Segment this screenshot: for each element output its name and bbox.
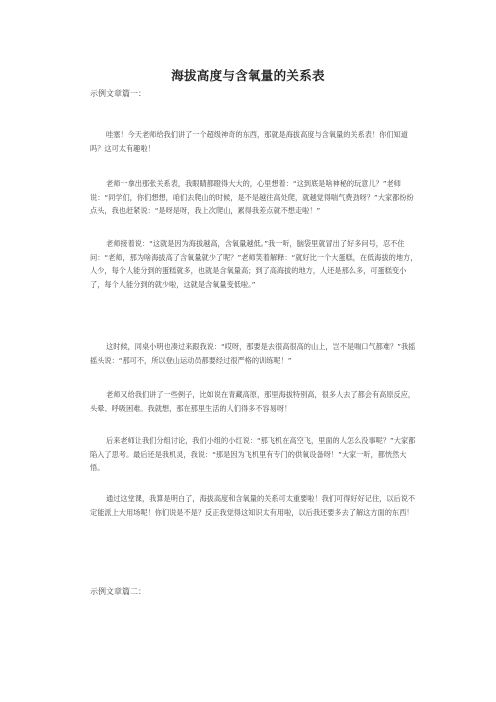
paragraph-5: 老师又给我们讲了一些例子，比如说在青藏高原，那里海拔特别高，很多人去了都会有高原反应，头晕、呼吸困难。我就想，那在那里生活的人们得多不容易呀！	[90, 390, 416, 413]
document-title: 海拔高度与含氧量的关系表	[171, 68, 325, 83]
paragraph-3: 老师接着说：“这就是因为海拔越高，含氧量越低。”我一听，脑袋里就冒出了好多问号，忍不住问：“老师，那为啥海拔高了含氧量就少了呢？”老师笑着解释：“就好比一个大蛋糕，在低海拔的地方，人少，每个人能分到的蛋糕就多，也就是含氧量高；到了高海拔的地方，人还是那么多，可蛋糕变小了，每个人能分到的就少啦，这就是含氧量变低啦。”	[90, 239, 418, 289]
paragraph-7: 通过这堂课，我算是明白了，海拔高度和含氧量的关系可太重要啦！我们可得好好记住，以后说不定能派上大用场呢！你们说是不是？反正我觉得这知识太有用啦，以后我还要多去了解这方面的东西！	[90, 494, 416, 517]
paragraph-1: 哇塞！今天老师给我们讲了一个超级神奇的东西，那就是海拔高度与含氧量的关系表！你们知道吗？这可太有趣啦！	[90, 130, 408, 153]
paragraph-6: 后来老师让我们分组讨论，我们小组的小红说：“那飞机在高空飞，里面的人怎么没事呢？”大家都陷入了思考。最后还是我机灵，我说：“那是因为飞机里有专门的供氧设备呀！”大家一听，都恍然大悟。	[90, 436, 416, 473]
section-heading-1: 示例文章篇一：	[90, 89, 146, 98]
paragraph-4: 这时候，同桌小明也凑过来跟我说：“哎呀，那要是去很高很高的山上，岂不是喘口气都难？”我摇摇头说：“那可不，所以登山运动员都要经过很严格的训练呢！”	[90, 342, 416, 365]
section-heading-2: 示例文章篇二：	[90, 587, 146, 596]
paragraph-2: 老师一拿出那张关系表，我眼睛都瞪得大大的，心里想着：“这到底是啥神秘的玩意儿？”老师说：“同学们，你们想想，咱们去爬山的时候，是不是越往高处爬，就越觉得喘气费劲呀？”大家都纷纷点头，我也赶紧说：“是呀是呀，我上次爬山，累得我差点就不想走啦！”	[90, 179, 414, 216]
